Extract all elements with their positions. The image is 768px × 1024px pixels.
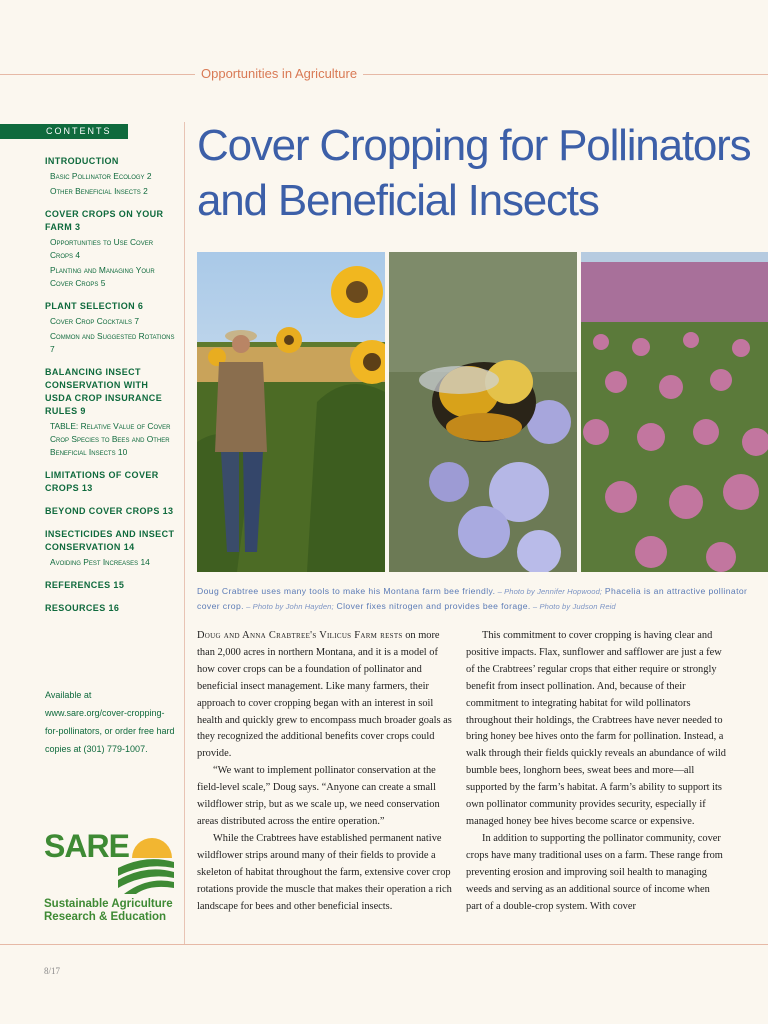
availability-note: Available at www.sare.org/cover-cropping-for-pollinators, or order free hard copies at (301) 779-1007. bbox=[45, 690, 175, 754]
footer-date: 8/17 bbox=[44, 966, 61, 976]
toc-subsection[interactable]: Opportunities to Use Cover Crops 4 bbox=[50, 237, 154, 260]
section-label: Opportunities in Agriculture bbox=[195, 66, 363, 81]
header-rule bbox=[0, 74, 768, 75]
paragraph: Doug and Anna Crabtree's Vilicus Farm rests on more than 2,000 acres in northern Montana, and it is a model of how cover crops can be a foundation of pollinator and beneficial insect management. Like many farmers, their approach to cover cropping began with an interest in soil health and quickly grew to encompass much broader goals as they recognized the additional benefits cover crops could provide. bbox=[197, 630, 452, 760]
toc-section[interactable]: INSECTICIDES AND INSECT CONSERVATION 14 bbox=[45, 529, 175, 552]
bumble-bee-on-phacelia-photo bbox=[389, 252, 577, 572]
paragraph: In addition to supporting the pollinator community, cover crops have many traditional uses on a farm. These range from preventing erosion and improving soil health to managing weeds and serving as an additional source of income when part of a double-crop system. With cover bbox=[466, 832, 723, 912]
toc-subsection[interactable]: TABLE: Relative Value of Cover Crop Species to Bees and Other Beneficial Insects 10 bbox=[50, 421, 171, 457]
toc-section[interactable]: PLANT SELECTION 6 bbox=[45, 301, 144, 311]
logo-wordmark: SARE bbox=[44, 828, 129, 864]
paragraph: While the Crabtrees have established permanent native wildflower strips around many of their fields to provide a skeleton of habitat throughout the farm, extensive cover crop rotations provide the muscle that makes their operation a rich landscape for bees and other beneficial insects. bbox=[197, 832, 452, 912]
toc-section[interactable]: COVER CROPS ON YOUR FARM 3 bbox=[45, 209, 164, 232]
article-title: Cover Cropping for Pollinators and Beneficial Insects bbox=[197, 121, 751, 225]
sare-logo bbox=[44, 828, 184, 928]
photo-caption: Doug Crabtree uses many tools to make his Montana farm bee friendly. – Photo by Jennifer Hopwood; Phacelia is an attractive pollinator cover crop. – Photo by John Hayden; Clover fixes nitrogen and provides bee forage. – Photo by Judson Reid bbox=[197, 586, 748, 611]
toc-subsection[interactable]: Planting and Managing Your Cover Crops 5 bbox=[50, 265, 155, 288]
contents-heading: CONTENTS bbox=[0, 124, 128, 139]
field-sun-icon bbox=[118, 832, 174, 894]
clover-field-photo bbox=[581, 252, 768, 572]
toc-section[interactable]: LIMITATIONS OF COVER CROPS 13 bbox=[45, 470, 159, 493]
toc-subsection[interactable]: Avoiding Pest Increases 14 bbox=[50, 557, 150, 567]
toc-subsection[interactable]: Other Beneficial Insects 2 bbox=[50, 186, 148, 196]
paragraph: This commitment to cover cropping is having clear and positive impacts. Flax, sunflower and safflower are just a few of the Crabtrees’ regular crops that either require or strongly benefit from insect pollination. And, because of their commitment to integrating habitat for wild pollinators throughout their holdings, the Crabtrees have never needed to bring honey bee hives onto the farm for pollination. Instead, a walk through their fields quickly reveals an abundance of wild bumble bees, longhorn bees, sweat bees and more—all supported by the farm’s habitat. A farm’s ability to support its own pollinator community provides security, especially if managed honey bee hives become scarce or expensive. bbox=[466, 630, 726, 827]
footer-rule bbox=[0, 944, 768, 945]
logo-tagline: Sustainable Agriculture Research & Education bbox=[44, 898, 173, 923]
column-divider bbox=[184, 122, 185, 944]
toc-subsection[interactable]: Cover Crop Cocktails 7 bbox=[50, 316, 140, 326]
toc-section[interactable]: BEYOND COVER CROPS 13 bbox=[45, 506, 174, 516]
table-of-contents bbox=[45, 155, 177, 615]
toc-section[interactable]: RESOURCES 16 bbox=[45, 603, 120, 613]
paragraph: “We want to implement pollinator conservation at the field-level scale,” Doug says. “Anyone can create a small wildflower strip, but as we scale up, we need conservation areas distributed across the entire operation.” bbox=[197, 765, 440, 827]
toc-section[interactable]: INTRODUCTION bbox=[45, 156, 119, 166]
body-column-2 bbox=[466, 628, 728, 915]
toc-subsection[interactable]: Basic Pollinator Ecology 2 bbox=[50, 171, 152, 181]
toc-section[interactable]: REFERENCES 15 bbox=[45, 580, 125, 590]
toc-subsection[interactable]: Common and Suggested Rotations 7 bbox=[50, 331, 175, 354]
toc-section[interactable]: BALANCING INSECT CONSERVATION WITH USDA CROP INSURANCE RULES 9 bbox=[45, 367, 163, 416]
farmer-in-sunflowers-photo bbox=[197, 252, 385, 572]
body-column-1 bbox=[197, 628, 457, 915]
